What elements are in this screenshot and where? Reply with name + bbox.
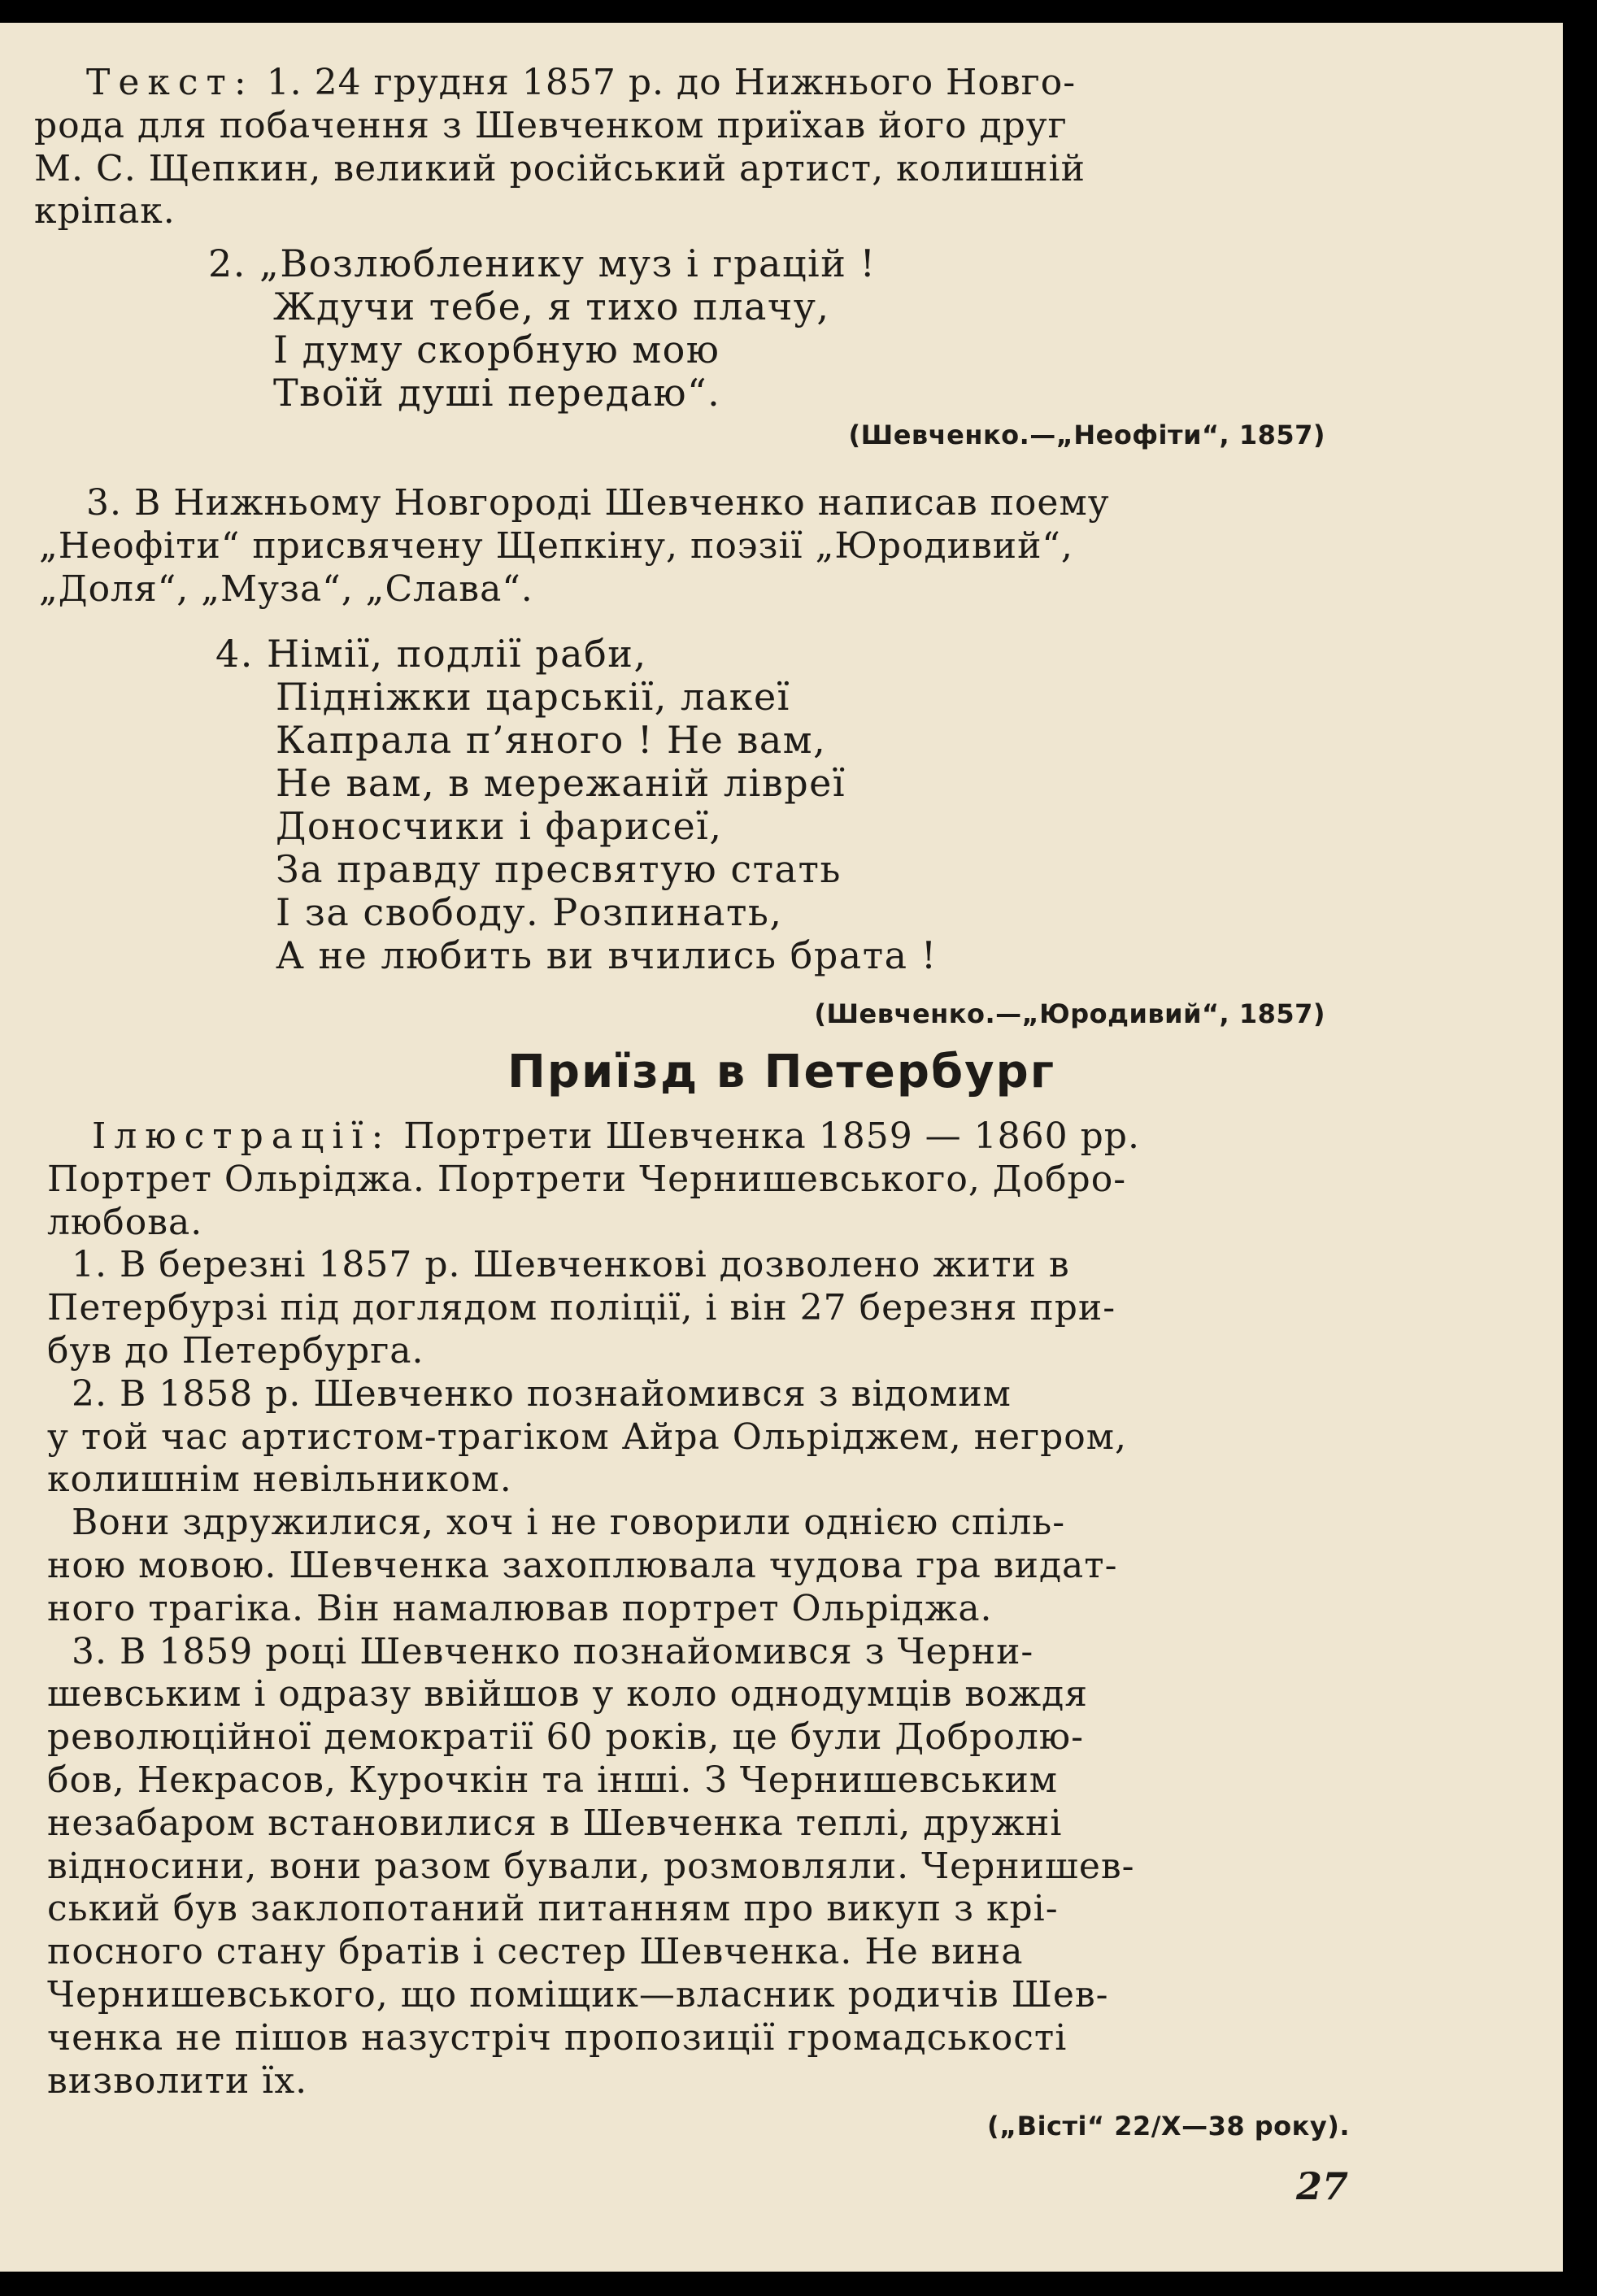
- section-body: [47, 1115, 1140, 2102]
- paragraph-line: бов, Некрасов, Курочкін та інші. З Чернишевським: [47, 1759, 1059, 1801]
- verse-line: І думу скорбную мою: [273, 328, 720, 372]
- paragraph-line: у той час артистом-трагіком Айра Ольріджем, негром,: [47, 1415, 1128, 1458]
- paragraph-line: Текст: 1. 24 грудня 1857 р. до Нижнього Новго-: [86, 62, 1077, 103]
- paragraph-line: М. С. Щепкин, великий російський артист, колишній: [34, 147, 1086, 189]
- paragraph-line: 1. В березні 1857 р. Шевченкові дозволено жити в: [47, 1244, 1070, 1286]
- page-number: 27: [1295, 2164, 1348, 2208]
- verse-line: Капрала п’яного ! Не вам,: [276, 718, 827, 762]
- paragraph-line: ський був заклопотаний питанням про викуп з крі-: [47, 1888, 1059, 1930]
- paragraph-line: колишнім невільником.: [47, 1459, 512, 1501]
- verse-line: А не любить ви вчились брата !: [276, 933, 938, 977]
- paragraph-line: незабаром встановилися в Шевченка теплі, дружні: [47, 1802, 1063, 1844]
- paragraph-line: ченка не пішов назустріч пропозиції громадськості: [47, 2016, 1068, 2059]
- paragraph-line: був до Петербурга.: [47, 1329, 424, 1372]
- verse-shchepkin: [208, 242, 877, 415]
- paragraph-line: кріпак.: [34, 190, 176, 233]
- paragraph-line: рода для побачення з Шевченком приїхав його друг: [34, 104, 1068, 146]
- paragraph-line: визволити їх.: [47, 2059, 308, 2102]
- section-label-text: Текст:: [86, 62, 255, 103]
- source-citation: („Вісті“ 22/Х—38 року).: [987, 2111, 1350, 2142]
- section-heading: Приїзд в Петербург: [507, 1046, 1055, 1098]
- paragraph-neofity: [39, 482, 1110, 611]
- verse-yurodyvyi: [215, 633, 938, 977]
- verse-line: Не вам, в мережаній ліврeї: [276, 761, 846, 805]
- paragraph-line: Чернишевського, що поміщик—власник родичів Шев-: [47, 1973, 1109, 2016]
- paragraph-line: Портрет Ольріджа. Портрети Чернишевського, Добро-: [47, 1158, 1127, 1200]
- paragraph-line: Ілюстрації: Портрети Шевченка 1859 — 1860 рр.: [92, 1115, 1140, 1157]
- verse-line: Підніжки царськії, лакеї: [276, 675, 790, 719]
- paragraph-line: посного стану братів і сестер Шевченка. Не вина: [47, 1931, 1024, 1973]
- paragraph-line: 3. В 1859 році Шевченко познайомився з Черни-: [47, 1630, 1034, 1672]
- illustrations-label: Ілюстрації:: [92, 1115, 392, 1157]
- paragraph-line: 2. В 1858 р. Шевченко познайомився з відомим: [47, 1372, 1012, 1415]
- paragraph-text-intro: [34, 62, 1086, 233]
- paragraph-line: відносини, вони разом бували, розмовляли. Чернишев-: [47, 1845, 1135, 1887]
- book-page: [0, 23, 1563, 2272]
- paragraph-line: ного трагіка. Він намалював портрет Ольріджа.: [47, 1587, 993, 1629]
- paragraph-line: Вони здружилися, хоч і не говорили однією спіль-: [47, 1502, 1066, 1544]
- verse-line: Ждучи тебе, я тихо плачу,: [273, 285, 830, 328]
- attribution-yurodyvyi: (Шевченко.—„Юродивий“, 1857): [814, 998, 1325, 1029]
- verse-line: 2. „Возлюбленику муз і грацій !: [208, 241, 877, 285]
- attribution-neofity: (Шевченко.—„Неофіти“, 1857): [848, 420, 1325, 450]
- verse-line: 4. Німії, подлії раби,: [215, 632, 647, 676]
- verse-line: Доносчики і фарисеї,: [276, 804, 723, 848]
- paragraph-line: 3. В Нижньому Новгороді Шевченко написав поему: [86, 482, 1110, 524]
- verse-line: І за свободу. Розпинать,: [276, 890, 783, 934]
- paragraph-line: революційної демократії 60 років, це були Добролю-: [47, 1716, 1084, 1759]
- paragraph-line: любова.: [47, 1201, 203, 1243]
- verse-line: За правду пресвятую стать: [276, 847, 842, 891]
- paragraph-line: шевським і одразу ввійшов у коло однодумців вождя: [47, 1673, 1088, 1715]
- paragraph-line: „Доля“, „Муза“, „Слава“.: [39, 567, 533, 610]
- verse-line: Твоїй душі передаю“.: [273, 371, 721, 415]
- paragraph-line: Петербурзі під доглядом поліції, і він 27 березня при-: [47, 1287, 1116, 1329]
- paragraph-line: ною мовою. Шевченка захоплювала чудова гра видат-: [47, 1544, 1118, 1586]
- paragraph-line: „Неофіти“ присвячену Щепкіну, поэзії „Юродивий“,: [39, 524, 1073, 567]
